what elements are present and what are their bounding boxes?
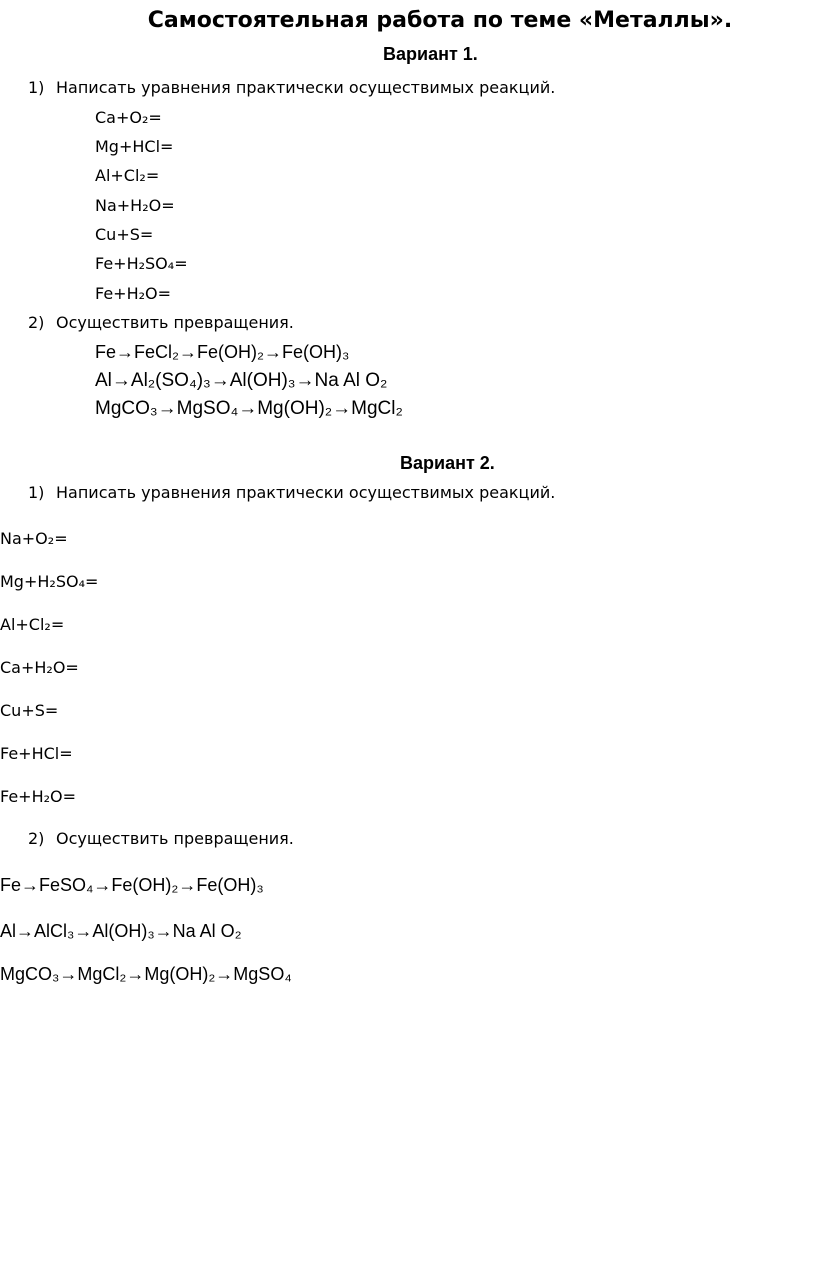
task-text: Осуществить превращения. xyxy=(56,313,294,332)
equation: Fe+H₂O= xyxy=(0,787,77,806)
task-number: 1) xyxy=(28,78,45,97)
task-number: 2) xyxy=(28,829,45,848)
task-number: 2) xyxy=(28,313,45,332)
equation: Fe+H₂SO₄= xyxy=(95,254,188,273)
transformation-chain: Fe→FeSO₄→Fe(OH)₂→Fe(OH)₃ xyxy=(0,875,264,895)
equation: Al+Cl₂= xyxy=(0,615,65,634)
transformation-chain: Al→AlCl₃→Al(OH)₃→Na Al O₂ xyxy=(0,921,242,941)
equation: Cu+S= xyxy=(0,701,59,720)
transformation-chain: Fe→FeCl₂→Fe(OH)₂→Fe(OH)₃ xyxy=(95,342,350,362)
equation: Fe+H₂O= xyxy=(95,284,172,303)
page-title: Самостоятельная работа по теме «Металлы». xyxy=(147,8,733,33)
equation: Cu+S= xyxy=(95,225,154,244)
task-text: Написать уравнения практически осуществимых реакций. xyxy=(56,483,556,502)
variant-1-heading: Вариант 1. xyxy=(383,44,478,64)
equation: Ca+O₂= xyxy=(95,108,162,127)
equation: Na+O₂= xyxy=(0,529,68,548)
transformation-chain: MgCO₃→MgSO₄→Mg(OH)₂→MgCl₂ xyxy=(95,398,403,419)
transformation-chain: Al→Al₂(SO₄)₃→Al(OH)₃→Na Al O₂ xyxy=(95,370,388,391)
task-number: 1) xyxy=(28,483,45,502)
equation: Al+Cl₂= xyxy=(95,166,160,185)
variant-1-task-1 xyxy=(28,78,555,97)
equation: Fe+HCl= xyxy=(0,744,73,763)
equation: Mg+H₂SO₄= xyxy=(0,572,99,591)
variant-1-task-2 xyxy=(28,313,294,332)
variant-2-heading: Вариант 2. xyxy=(400,453,495,473)
equation: Ca+H₂O= xyxy=(0,658,79,677)
equation: Mg+HCl= xyxy=(95,137,174,156)
equation: Na+H₂O= xyxy=(95,196,175,215)
transformation-chain: MgCO₃→MgCl₂→Mg(OH)₂→MgSO₄ xyxy=(0,964,292,984)
variant-2-task-2 xyxy=(28,829,294,848)
variant-2-task-1 xyxy=(28,483,555,502)
task-text: Осуществить превращения. xyxy=(56,829,294,848)
task-text: Написать уравнения практически осуществимых реакций. xyxy=(56,78,556,97)
